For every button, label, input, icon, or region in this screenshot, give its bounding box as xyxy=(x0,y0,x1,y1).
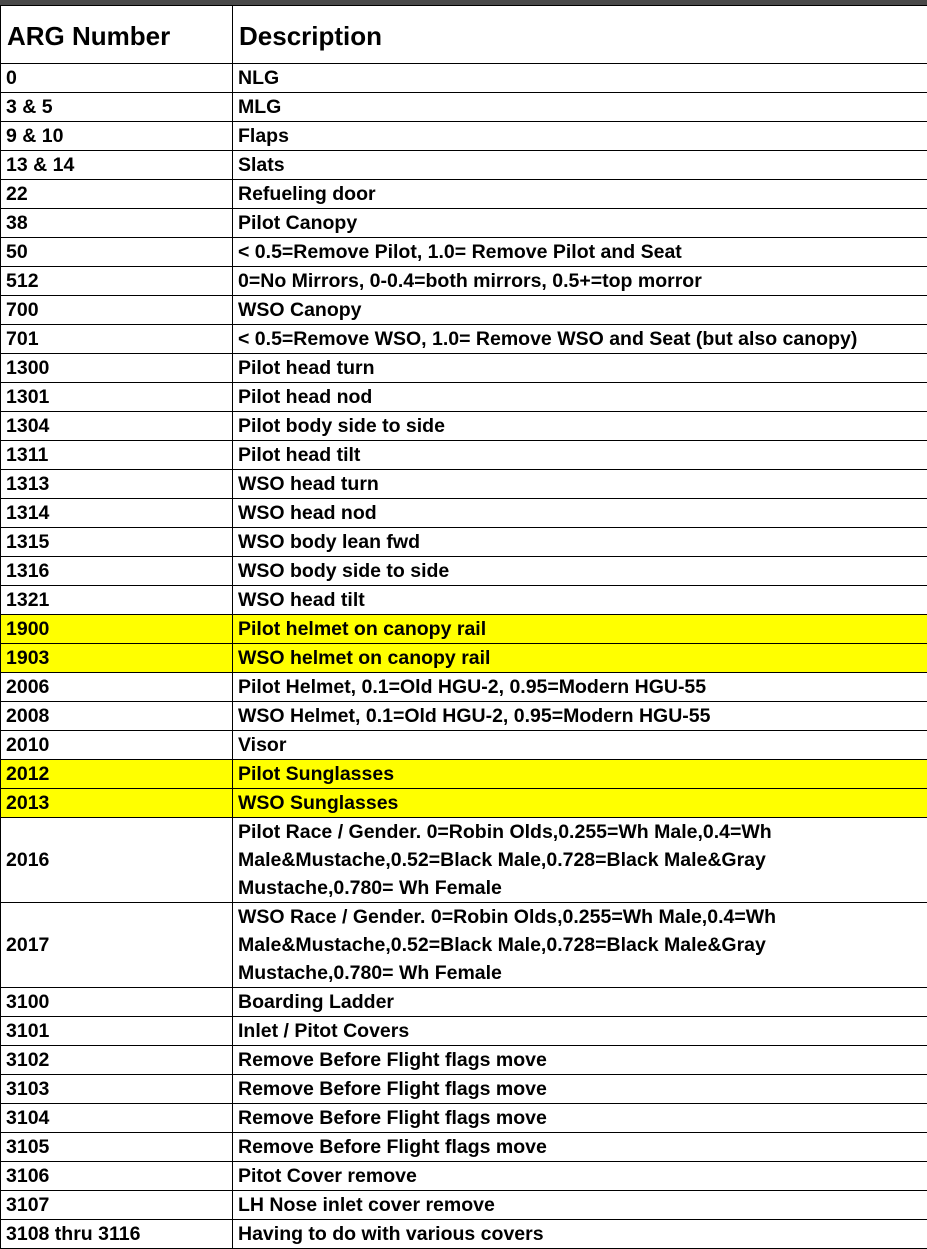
arg-number-cell: 2010 xyxy=(1,731,233,760)
table-row xyxy=(1,644,927,673)
description-cell: WSO helmet on canopy rail xyxy=(233,644,927,673)
description-cell xyxy=(233,818,927,903)
table-row xyxy=(1,1162,927,1191)
arg-number-cell: 22 xyxy=(1,180,233,209)
description-cell: WSO Sunglasses xyxy=(233,789,927,818)
description-cell: < 0.5=Remove Pilot, 1.0= Remove Pilot and Seat xyxy=(233,238,927,267)
description-cell: Boarding Ladder xyxy=(233,988,927,1017)
description-cell: Visor xyxy=(233,731,927,760)
description-line: Pilot Race / Gender. 0=Robin Olds,0.255=Wh Male,0.4=Wh xyxy=(238,818,927,846)
arg-number-cell: 3104 xyxy=(1,1104,233,1133)
table-row xyxy=(1,267,927,296)
table-row xyxy=(1,64,927,93)
arg-number-cell: 700 xyxy=(1,296,233,325)
description-cell: Remove Before Flight flags move xyxy=(233,1104,927,1133)
arg-number-cell: 2016 xyxy=(1,818,233,903)
arg-number-header: ARG Number xyxy=(1,6,233,64)
description-cell: Pilot Canopy xyxy=(233,209,927,238)
description-cell: Flaps xyxy=(233,122,927,151)
table-row xyxy=(1,296,927,325)
table-row xyxy=(1,528,927,557)
arg-number-cell: 3107 xyxy=(1,1191,233,1220)
table-row xyxy=(1,1191,927,1220)
table-row xyxy=(1,354,927,383)
table-row xyxy=(1,151,927,180)
arg-number-cell: 3101 xyxy=(1,1017,233,1046)
description-cell: Pitot Cover remove xyxy=(233,1162,927,1191)
table-row xyxy=(1,673,927,702)
table-row xyxy=(1,325,927,354)
description-cell: LH Nose inlet cover remove xyxy=(233,1191,927,1220)
description-cell: 0=No Mirrors, 0-0.4=both mirrors, 0.5+=top morror xyxy=(233,267,927,296)
table-body xyxy=(1,64,927,1249)
description-cell: Pilot Sunglasses xyxy=(233,760,927,789)
arg-number-cell: 3100 xyxy=(1,988,233,1017)
description-cell: Pilot head nod xyxy=(233,383,927,412)
description-cell: Remove Before Flight flags move xyxy=(233,1046,927,1075)
arg-number-cell: 1321 xyxy=(1,586,233,615)
description-cell: Refueling door xyxy=(233,180,927,209)
table-row xyxy=(1,470,927,499)
arg-number-cell: 2017 xyxy=(1,903,233,988)
table-row xyxy=(1,93,927,122)
table-row xyxy=(1,903,927,988)
description-cell: WSO body lean fwd xyxy=(233,528,927,557)
arg-number-cell: 3102 xyxy=(1,1046,233,1075)
arg-number-cell: 13 & 14 xyxy=(1,151,233,180)
table-row xyxy=(1,1046,927,1075)
arg-number-cell: 3103 xyxy=(1,1075,233,1104)
description-line: Male&Mustache,0.52=Black Male,0.728=Black Male&Gray xyxy=(238,931,927,959)
table-row xyxy=(1,412,927,441)
description-cell: WSO body side to side xyxy=(233,557,927,586)
arg-number-cell: 2006 xyxy=(1,673,233,702)
table-row xyxy=(1,499,927,528)
table-row xyxy=(1,789,927,818)
table-row xyxy=(1,1220,927,1249)
description-cell: MLG xyxy=(233,93,927,122)
description-cell: Pilot body side to side xyxy=(233,412,927,441)
table-row xyxy=(1,238,927,267)
table-row xyxy=(1,615,927,644)
description-cell: NLG xyxy=(233,64,927,93)
description-cell: Remove Before Flight flags move xyxy=(233,1133,927,1162)
description-cell: WSO head turn xyxy=(233,470,927,499)
arg-number-cell: 1903 xyxy=(1,644,233,673)
arg-number-cell: 1300 xyxy=(1,354,233,383)
description-cell: Pilot helmet on canopy rail xyxy=(233,615,927,644)
description-cell: WSO head tilt xyxy=(233,586,927,615)
arg-number-cell: 701 xyxy=(1,325,233,354)
arg-number-cell: 1301 xyxy=(1,383,233,412)
description-cell: Remove Before Flight flags move xyxy=(233,1075,927,1104)
arg-table xyxy=(0,5,927,1249)
arg-number-cell: 1315 xyxy=(1,528,233,557)
arg-number-cell: 0 xyxy=(1,64,233,93)
table-row xyxy=(1,702,927,731)
arg-number-cell: 2012 xyxy=(1,760,233,789)
table-row xyxy=(1,818,927,903)
arg-number-cell: 3108 thru 3116 xyxy=(1,1220,233,1249)
description-cell: < 0.5=Remove WSO, 1.0= Remove WSO and Seat (but also canopy) xyxy=(233,325,927,354)
table-row xyxy=(1,988,927,1017)
arg-number-cell: 1316 xyxy=(1,557,233,586)
description-cell: Inlet / Pitot Covers xyxy=(233,1017,927,1046)
table-row xyxy=(1,1075,927,1104)
arg-number-cell: 1313 xyxy=(1,470,233,499)
table-row xyxy=(1,180,927,209)
arg-number-cell: 2008 xyxy=(1,702,233,731)
description-cell: Slats xyxy=(233,151,927,180)
arg-number-cell: 512 xyxy=(1,267,233,296)
arg-number-cell: 1311 xyxy=(1,441,233,470)
description-cell: Pilot head turn xyxy=(233,354,927,383)
description-line: Mustache,0.780= Wh Female xyxy=(238,959,927,987)
arg-number-cell: 3105 xyxy=(1,1133,233,1162)
arg-number-cell: 1304 xyxy=(1,412,233,441)
description-cell: Pilot head tilt xyxy=(233,441,927,470)
arg-number-cell: 3106 xyxy=(1,1162,233,1191)
arg-number-cell: 38 xyxy=(1,209,233,238)
table-row xyxy=(1,209,927,238)
arg-number-cell: 1900 xyxy=(1,615,233,644)
table-row xyxy=(1,383,927,412)
table-row xyxy=(1,586,927,615)
table-row xyxy=(1,760,927,789)
description-line: WSO Race / Gender. 0=Robin Olds,0.255=Wh Male,0.4=Wh xyxy=(238,903,927,931)
arg-number-cell: 3 & 5 xyxy=(1,93,233,122)
arg-number-cell: 9 & 10 xyxy=(1,122,233,151)
table-row xyxy=(1,1017,927,1046)
header-row xyxy=(1,6,927,64)
description-cell: WSO head nod xyxy=(233,499,927,528)
description-cell: WSO Canopy xyxy=(233,296,927,325)
table-row xyxy=(1,557,927,586)
table-row xyxy=(1,441,927,470)
arg-number-cell: 50 xyxy=(1,238,233,267)
arg-number-cell: 2013 xyxy=(1,789,233,818)
description-cell: Pilot Helmet, 0.1=Old HGU-2, 0.95=Modern HGU-55 xyxy=(233,673,927,702)
description-header: Description xyxy=(233,6,927,64)
arg-number-cell: 1314 xyxy=(1,499,233,528)
description-cell: WSO Helmet, 0.1=Old HGU-2, 0.95=Modern HGU-55 xyxy=(233,702,927,731)
description-line: Mustache,0.780= Wh Female xyxy=(238,874,927,902)
table-row xyxy=(1,122,927,151)
description-cell: Having to do with various covers xyxy=(233,1220,927,1249)
description-line: Male&Mustache,0.52=Black Male,0.728=Black Male&Gray xyxy=(238,846,927,874)
description-cell xyxy=(233,903,927,988)
table-row xyxy=(1,1104,927,1133)
table-row xyxy=(1,731,927,760)
table-row xyxy=(1,1133,927,1162)
